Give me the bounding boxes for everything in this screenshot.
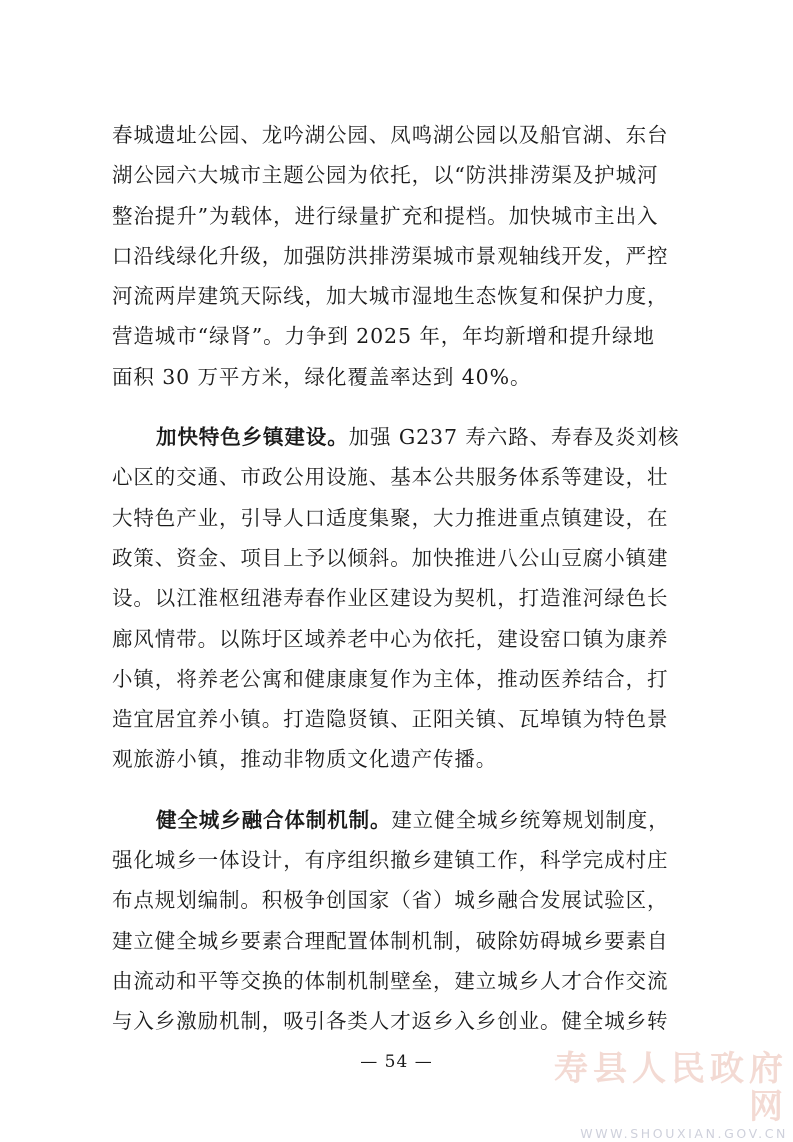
section-first-line xyxy=(112,417,692,457)
section-heading: 健全城乡融合体制机制。 xyxy=(156,807,392,832)
page-number: — 54 — xyxy=(360,1052,433,1072)
paragraph-line: 营造城市“绿肾”。力争到 2025 年，年均新增和提升绿地 xyxy=(112,324,655,349)
paragraph-line: 春城遗址公园、龙吟湖公园、凤鸣湖公园以及船官湖、东台 xyxy=(112,123,669,147)
section-first-line-text: 加强 G237 寿六路、寿春及炎刘核 xyxy=(348,425,680,450)
watermark xyxy=(530,1050,788,1142)
paragraph-line: 大特色产业，引导人口适度集聚，大力推进重点镇建设，在 xyxy=(112,505,669,530)
body-text xyxy=(112,115,692,1042)
paragraph-line: 整治提升”为载体，进行绿量扩充和提档。加快城市主出入 xyxy=(112,203,659,228)
paragraph-gap xyxy=(112,780,692,800)
paragraph-line: 面积 30 万平方米，绿化覆盖率达到 40%。 xyxy=(112,364,532,389)
section-first-line xyxy=(112,800,692,840)
paragraph-line: 河流两岸建筑天际线，加大城市湿地生态恢复和保护力度， xyxy=(112,284,669,309)
paragraph-line: 政策、资金、项目上予以倾斜。加快推进八公山豆腐小镇建 xyxy=(112,545,669,570)
watermark-title: 寿县人民政府网 xyxy=(554,1049,788,1127)
paragraph-line: 观旅游小镇，推动非物质文化遗产传播。 xyxy=(112,747,498,772)
paragraph-line: 布点规划编制。积极争创国家（省）城乡融合发展试验区， xyxy=(112,888,669,913)
paragraph-line: 设。以江淮枢纽港寿春作业区建设为契机，打造淮河绿色长 xyxy=(112,586,669,611)
paragraph-line: 小镇，将养老公寓和健康康复作为主体，推动医养结合，打 xyxy=(112,666,669,691)
paragraph-line: 造宜居宜养小镇。打造隐贤镇、正阳关镇、瓦埠镇为特色景 xyxy=(112,707,669,732)
paragraph-line: 廊风情带。以陈圩区域养老中心为依托，建设窑口镇为康养 xyxy=(112,626,669,651)
paragraph-line: 由流动和平等交换的体制机制壁垒，建立城乡人才合作交流 xyxy=(112,968,669,993)
paragraph-line: 心区的交通、市政公用设施、基本公共服务体系等建设，壮 xyxy=(112,465,669,490)
paragraph-line: 口沿线绿化升级，加强防洪排涝渠城市景观轴线开发，严控 xyxy=(112,243,669,268)
section-first-line-text: 建立健全城乡统筹规划制度， xyxy=(391,807,670,832)
watermark-url: WWW.SHOUXIAN.GOV.CN xyxy=(580,1126,788,1141)
paragraph-line: 建立健全城乡要素合理配置体制机制，破除妨碍城乡要素自 xyxy=(112,928,669,953)
paragraph-line: 强化城乡一体设计，有序组织撤乡建镇工作，科学完成村庄 xyxy=(112,848,669,873)
paragraph-line: 与入乡激励机制，吸引各类人才返乡入乡创业。健全城乡转 xyxy=(112,1009,669,1034)
section-heading: 加快特色乡镇建设。 xyxy=(156,425,349,450)
paragraph-line: 湖公园六大城市主题公园为依托，以“防洪排涝渠及护城河 xyxy=(112,163,659,188)
paragraph-gap xyxy=(112,397,692,417)
